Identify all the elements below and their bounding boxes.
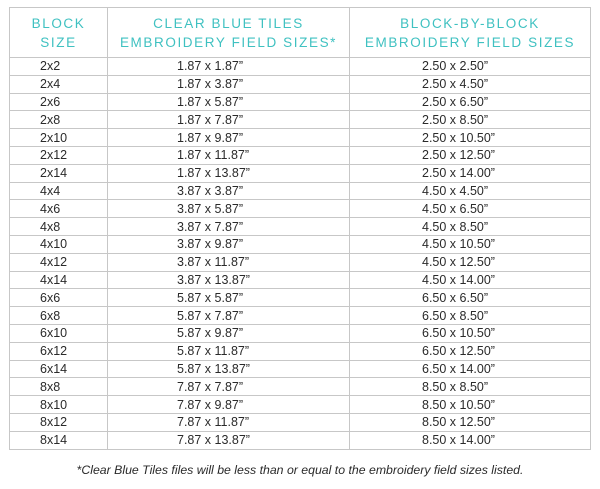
table-row bbox=[10, 396, 591, 414]
header-line: EMBROIDERY FIELD SIZES bbox=[364, 34, 576, 50]
cell-clear-blue-tiles-size: 1.87 x 11.87” bbox=[108, 146, 350, 164]
cell-block-size: 8x14 bbox=[10, 431, 108, 449]
table-row bbox=[10, 431, 591, 449]
table-body bbox=[10, 58, 591, 450]
size-table-container bbox=[9, 7, 590, 456]
cell-block-size: 2x8 bbox=[10, 111, 108, 129]
cell-block-by-block-size: 6.50 x 6.50” bbox=[350, 289, 591, 307]
table-row bbox=[10, 413, 591, 431]
table-row bbox=[10, 378, 591, 396]
cell-block-by-block-size: 6.50 x 12.50” bbox=[350, 342, 591, 360]
cell-block-by-block-size: 2.50 x 8.50” bbox=[350, 111, 591, 129]
cell-block-size: 2x2 bbox=[10, 58, 108, 76]
table-row bbox=[10, 182, 591, 200]
table-row bbox=[10, 75, 591, 93]
cell-block-size: 4x10 bbox=[10, 235, 108, 253]
cell-block-size: 4x6 bbox=[10, 200, 108, 218]
cell-clear-blue-tiles-size: 3.87 x 9.87” bbox=[108, 235, 350, 253]
header-line: CLEAR BLUE TILES bbox=[153, 15, 304, 31]
cell-block-by-block-size: 6.50 x 8.50” bbox=[350, 307, 591, 325]
cell-clear-blue-tiles-size: 1.87 x 7.87” bbox=[108, 111, 350, 129]
cell-clear-blue-tiles-size: 5.87 x 5.87” bbox=[108, 289, 350, 307]
cell-clear-blue-tiles-size: 1.87 x 9.87” bbox=[108, 129, 350, 147]
cell-block-by-block-size: 4.50 x 10.50” bbox=[350, 235, 591, 253]
table-row bbox=[10, 111, 591, 129]
cell-clear-blue-tiles-size: 5.87 x 13.87” bbox=[108, 360, 350, 378]
cell-clear-blue-tiles-size: 3.87 x 11.87” bbox=[108, 253, 350, 271]
cell-block-by-block-size: 2.50 x 2.50” bbox=[350, 58, 591, 76]
cell-block-size: 2x4 bbox=[10, 75, 108, 93]
cell-block-by-block-size: 2.50 x 6.50” bbox=[350, 93, 591, 111]
cell-clear-blue-tiles-size: 3.87 x 5.87” bbox=[108, 200, 350, 218]
embroidery-size-table bbox=[9, 7, 591, 450]
cell-block-size: 6x12 bbox=[10, 342, 108, 360]
cell-clear-blue-tiles-size: 1.87 x 3.87” bbox=[108, 75, 350, 93]
cell-block-size: 8x12 bbox=[10, 413, 108, 431]
table-header-row bbox=[10, 8, 591, 58]
table-row bbox=[10, 218, 591, 236]
header-block-by-block bbox=[350, 8, 591, 58]
header-line: BLOCK-BY-BLOCK bbox=[400, 15, 540, 31]
cell-block-by-block-size: 2.50 x 10.50” bbox=[350, 129, 591, 147]
cell-block-size: 4x14 bbox=[10, 271, 108, 289]
cell-block-by-block-size: 6.50 x 14.00” bbox=[350, 360, 591, 378]
cell-clear-blue-tiles-size: 1.87 x 1.87” bbox=[108, 58, 350, 76]
header-line: SIZE bbox=[40, 34, 77, 50]
cell-block-by-block-size: 8.50 x 14.00” bbox=[350, 431, 591, 449]
table-row bbox=[10, 129, 591, 147]
header-clear-blue-tiles bbox=[108, 8, 350, 58]
cell-clear-blue-tiles-size: 1.87 x 13.87” bbox=[108, 164, 350, 182]
table-row bbox=[10, 324, 591, 342]
cell-clear-blue-tiles-size: 5.87 x 11.87” bbox=[108, 342, 350, 360]
header-line: BLOCK bbox=[31, 15, 86, 31]
cell-clear-blue-tiles-size: 7.87 x 11.87” bbox=[108, 413, 350, 431]
header-line: EMBROIDERY FIELD SIZES* bbox=[119, 34, 338, 50]
table-row bbox=[10, 253, 591, 271]
cell-block-size: 2x6 bbox=[10, 93, 108, 111]
table-row bbox=[10, 164, 591, 182]
cell-block-by-block-size: 4.50 x 14.00” bbox=[350, 271, 591, 289]
cell-block-by-block-size: 4.50 x 6.50” bbox=[350, 200, 591, 218]
cell-clear-blue-tiles-size: 3.87 x 3.87” bbox=[108, 182, 350, 200]
cell-block-by-block-size: 4.50 x 8.50” bbox=[350, 218, 591, 236]
cell-block-size: 8x8 bbox=[10, 378, 108, 396]
cell-clear-blue-tiles-size: 7.87 x 7.87” bbox=[108, 378, 350, 396]
table-row bbox=[10, 235, 591, 253]
table-row bbox=[10, 289, 591, 307]
cell-block-by-block-size: 6.50 x 10.50” bbox=[350, 324, 591, 342]
table-row bbox=[10, 58, 591, 76]
cell-block-by-block-size: 8.50 x 8.50” bbox=[350, 378, 591, 396]
table-row bbox=[10, 93, 591, 111]
cell-block-size: 2x12 bbox=[10, 146, 108, 164]
cell-block-size: 4x8 bbox=[10, 218, 108, 236]
cell-block-size: 4x4 bbox=[10, 182, 108, 200]
cell-block-size: 8x10 bbox=[10, 396, 108, 414]
cell-clear-blue-tiles-size: 7.87 x 13.87” bbox=[108, 431, 350, 449]
table-row bbox=[10, 360, 591, 378]
cell-clear-blue-tiles-size: 7.87 x 9.87” bbox=[108, 396, 350, 414]
cell-clear-blue-tiles-size: 5.87 x 7.87” bbox=[108, 307, 350, 325]
footnote: *Clear Blue Tiles files will be less than or equal to the embroidery field sizes listed. bbox=[76, 463, 524, 477]
cell-block-by-block-size: 8.50 x 10.50” bbox=[350, 396, 591, 414]
cell-block-by-block-size: 8.50 x 12.50” bbox=[350, 413, 591, 431]
cell-block-size: 6x10 bbox=[10, 324, 108, 342]
cell-clear-blue-tiles-size: 3.87 x 7.87” bbox=[108, 218, 350, 236]
cell-block-by-block-size: 4.50 x 12.50” bbox=[350, 253, 591, 271]
header-block-size bbox=[10, 8, 108, 58]
cell-block-size: 6x6 bbox=[10, 289, 108, 307]
cell-block-by-block-size: 2.50 x 12.50” bbox=[350, 146, 591, 164]
cell-block-size: 6x14 bbox=[10, 360, 108, 378]
cell-block-by-block-size: 2.50 x 14.00” bbox=[350, 164, 591, 182]
cell-clear-blue-tiles-size: 5.87 x 9.87” bbox=[108, 324, 350, 342]
cell-block-size: 2x14 bbox=[10, 164, 108, 182]
table-row bbox=[10, 146, 591, 164]
cell-block-size: 6x8 bbox=[10, 307, 108, 325]
cell-clear-blue-tiles-size: 3.87 x 13.87” bbox=[108, 271, 350, 289]
table-row bbox=[10, 342, 591, 360]
table-row bbox=[10, 200, 591, 218]
cell-block-size: 2x10 bbox=[10, 129, 108, 147]
cell-clear-blue-tiles-size: 1.87 x 5.87” bbox=[108, 93, 350, 111]
cell-block-by-block-size: 2.50 x 4.50” bbox=[350, 75, 591, 93]
table-row bbox=[10, 271, 591, 289]
table-row bbox=[10, 307, 591, 325]
cell-block-size: 4x12 bbox=[10, 253, 108, 271]
cell-block-by-block-size: 4.50 x 4.50” bbox=[350, 182, 591, 200]
